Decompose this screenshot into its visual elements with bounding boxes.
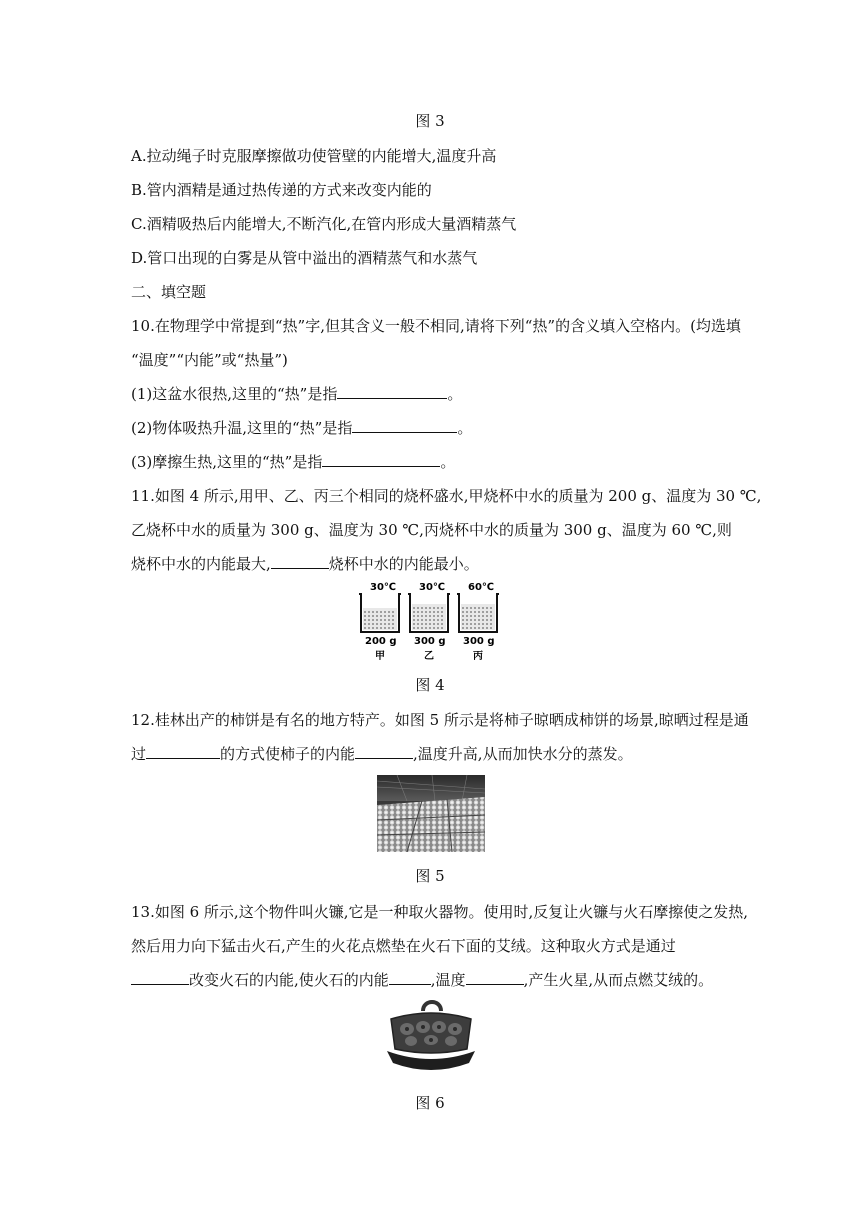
- figure-6-photo: [383, 997, 479, 1079]
- figure-4-caption: 图 4: [415, 676, 445, 694]
- answer-blank[interactable]: [352, 418, 457, 433]
- answer-blank[interactable]: [146, 744, 220, 759]
- q10-line1: 10.在物理学中常提到“热”字,但其含义一般不相同,请将下列“热”的含义填入空格内。(均选填: [131, 317, 741, 335]
- q10-part2-text: (2)物体吸热升温,这里的“热”是指: [131, 419, 353, 437]
- q10-part2: [131, 418, 472, 438]
- q11-line2: 乙烧杯中水的质量为 300 g、温度为 30 ℃,丙烧杯中水的质量为 300 g、温度为 60 ℃,则: [131, 521, 732, 539]
- q13-line3b: ,温度: [430, 971, 466, 989]
- figure-6-caption: 图 6: [415, 1094, 445, 1112]
- q10-part1: [131, 384, 462, 404]
- beaker-yi: [408, 594, 450, 632]
- figure-3-caption: 图 3: [415, 112, 445, 130]
- answer-blank[interactable]: [271, 554, 329, 569]
- q10-part3: [131, 452, 455, 472]
- option-b: B.管内酒精是通过热传递的方式来改变内能的: [131, 181, 432, 199]
- answer-blank[interactable]: [355, 744, 413, 759]
- beaker-yi-temp: 30℃: [419, 582, 446, 593]
- beaker-jia-temp: 30℃: [370, 582, 397, 593]
- option-a: A.拉动绳子时克服摩擦做功使管壁的内能增大,温度升高: [131, 147, 497, 165]
- answer-blank[interactable]: [389, 970, 431, 985]
- beaker-jia-mass: 200 g: [365, 636, 397, 647]
- q12-line2b: 的方式使柿子的内能: [220, 745, 356, 763]
- figure-5-caption: 图 5: [415, 867, 445, 885]
- q13-line3a: 改变火石的内能,使火石的内能: [189, 971, 389, 989]
- q12-line2c: ,温度升高,从而加快水分的蒸发。: [413, 745, 633, 763]
- persimmon-drying-image: [377, 775, 485, 852]
- q12-line2a: 过: [131, 745, 147, 763]
- answer-blank[interactable]: [131, 970, 189, 985]
- beaker-yi-mass: 300 g: [414, 636, 446, 647]
- q11-line1: 11.如图 4 所示,用甲、乙、丙三个相同的烧杯盛水,甲烧杯中水的质量为 200 g、温度为 30 ℃,: [131, 487, 762, 505]
- period: 。: [440, 453, 456, 471]
- fire-steel-image: [383, 997, 479, 1079]
- beaker-jia-name: 甲: [375, 651, 385, 662]
- q12-line1: 12.桂林出产的柿饼是有名的地方特产。如图 5 所示是将柿子晾晒成柿饼的场景,晾晒过程是通: [131, 711, 749, 729]
- section-title: 二、填空题: [131, 283, 207, 301]
- period: 。: [447, 385, 463, 403]
- period: 。: [457, 419, 473, 437]
- beaker-bing-temp: 60℃: [468, 582, 495, 593]
- q10-part3-text: (3)摩擦生热,这里的“热”是指: [131, 453, 323, 471]
- beaker-bing: [457, 594, 499, 632]
- beaker-bing-name: 丙: [473, 651, 483, 662]
- beakers-diagram: [355, 580, 505, 666]
- q11-line3b: 烧杯中水的内能最小。: [328, 555, 479, 573]
- q13-line3: [131, 970, 713, 990]
- q10-line2: “温度”“内能”或“热量”): [131, 351, 288, 369]
- q10-part1-text: (1)这盆水很热,这里的“热”是指: [131, 385, 338, 403]
- q11-line3: [131, 554, 479, 574]
- beaker-bing-mass: 300 g: [463, 636, 495, 647]
- answer-blank[interactable]: [337, 384, 447, 399]
- q13-line2: 然后用力向下猛击火石,产生的火花点燃垫在火石下面的艾绒。这种取火方式是通过: [131, 937, 676, 955]
- option-c: C.酒精吸热后内能增大,不断汽化,在管内形成大量酒精蒸气: [131, 215, 517, 233]
- beaker-jia: [359, 594, 401, 632]
- beaker-yi-name: 乙: [424, 651, 434, 662]
- figure-5-photo: [377, 775, 485, 852]
- q12-line2: [131, 744, 633, 764]
- answer-blank[interactable]: [322, 452, 440, 467]
- option-d: D.管口出现的白雾是从管中溢出的酒精蒸气和水蒸气: [131, 249, 478, 267]
- answer-blank[interactable]: [466, 970, 524, 985]
- q13-line3c: ,产生火星,从而点燃艾绒的。: [523, 971, 714, 989]
- q13-line1: 13.如图 6 所示,这个物件叫火镰,它是一种取火器物。使用时,反复让火镰与火石摩擦使之发热,: [131, 903, 749, 921]
- figure-4-beakers: [355, 580, 505, 666]
- q11-line3a: 烧杯中水的内能最大,: [131, 555, 271, 573]
